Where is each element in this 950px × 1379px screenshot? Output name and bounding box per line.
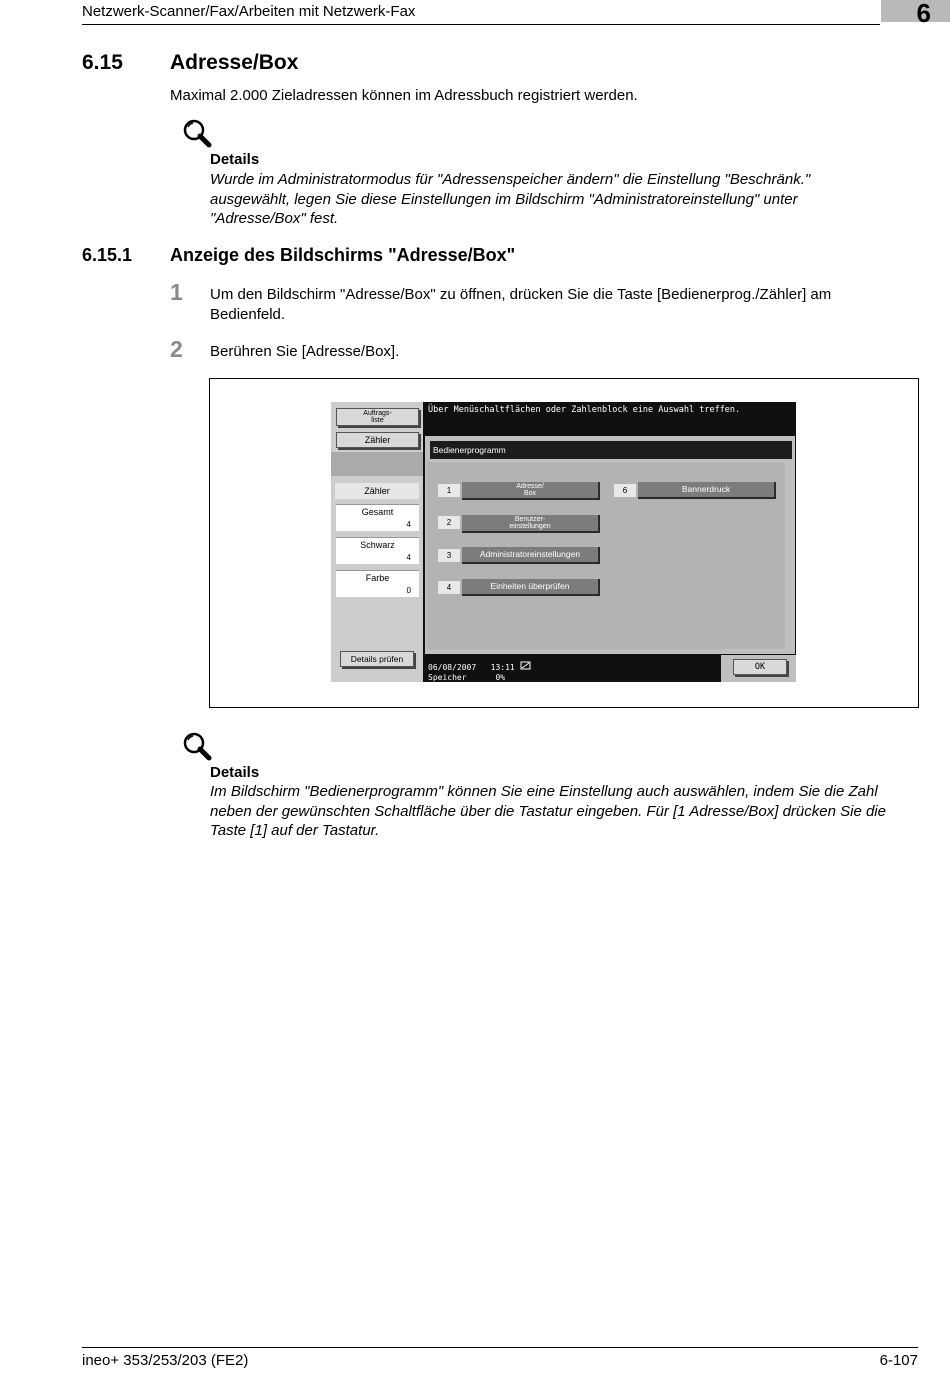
ok-button[interactable]: OK: [733, 659, 787, 675]
chapter-number: 6: [916, 0, 931, 28]
page-number: 6-107: [879, 1352, 918, 1369]
counter-button[interactable]: Zähler: [336, 432, 419, 448]
status-date: 06/08/2007: [428, 663, 477, 672]
details-heading: Details: [210, 151, 260, 168]
details-text: [210, 170, 810, 229]
screen-message: Über Menüschaltflächen oder Zahlenblock eine Auswahl treffen.: [428, 405, 741, 415]
counter-color: [336, 570, 419, 597]
details-line: ausgewählt, legen Sie diese Einstellungen im Bildschirm "Administratoreinstellung" unter: [210, 190, 798, 208]
magnifier-icon: [182, 118, 212, 148]
job-list-button[interactable]: [336, 408, 419, 426]
counter-heading: Zähler: [335, 483, 419, 499]
step-line: Um den Bildschirm "Adresse/Box" zu öffnen, drücken Sie die Taste [Bedienerprog./Zähler] am: [210, 286, 832, 303]
details-line: Taste [1] auf der Tastatur.: [210, 822, 380, 839]
menu-label: Box: [523, 490, 537, 497]
details-check-button[interactable]: Details prüfen: [340, 651, 414, 667]
network-status-icon: [520, 661, 532, 671]
menu-number: 6: [614, 484, 636, 497]
check-units-button[interactable]: Einheiten überprüfen: [462, 579, 600, 596]
operator-program-panel: [425, 436, 795, 654]
menu-number: 1: [438, 484, 460, 497]
address-box-button[interactable]: [462, 482, 600, 500]
details-line: Wurde im Administratormodus für "Adressenspeicher ändern" die Einstellung "Beschränk.": [210, 171, 811, 188]
memory-value: 0%: [495, 673, 506, 682]
left-pane-divider: [331, 452, 423, 476]
counter-total: [336, 504, 419, 531]
magnifier-icon: [182, 731, 212, 761]
status-bar: [428, 663, 515, 683]
menu-number: 2: [438, 516, 460, 529]
step-text: Berühren Sie [Adresse/Box].: [210, 343, 400, 360]
menu-label: Benutzer-: [514, 516, 546, 523]
section-title: Adresse/Box: [170, 51, 299, 74]
details-line: neben der gewünschten Schaltfläche über die Tastatur eingeben. Für [1 Adresse/Box] drücken Sie die: [210, 802, 886, 820]
counter-label: Schwarz: [360, 540, 395, 550]
menu-number: 3: [438, 549, 460, 562]
memory-label: Speicher: [428, 673, 467, 682]
subsection-title: Anzeige des Bildschirms "Adresse/Box": [170, 245, 516, 265]
section-number: 6.15: [82, 51, 123, 74]
step-number: 2: [170, 336, 183, 362]
menu-label: Adresse/: [516, 483, 544, 490]
details-text: [210, 782, 886, 841]
screen-left-pane: [331, 402, 423, 682]
banner-print-button[interactable]: Bannerdruck: [638, 482, 776, 499]
admin-settings-button[interactable]: Administratoreinstellungen: [462, 547, 600, 564]
running-header: Netzwerk-Scanner/Fax/Arbeiten mit Netzwerk-Fax: [82, 3, 416, 20]
status-time: 13:11: [490, 663, 515, 672]
counter-black: [336, 537, 419, 564]
counter-label: Farbe: [365, 573, 390, 583]
user-settings-button[interactable]: [462, 515, 600, 533]
counter-value: 4: [406, 553, 411, 562]
footer-model: ineo+ 353/253/203 (FE2): [82, 1352, 249, 1369]
details-line: Im Bildschirm "Bedienerprogramm" können Sie eine Einstellung auch auswählen, indem Sie die Zahl: [210, 783, 878, 800]
details-heading: Details: [210, 764, 260, 781]
counter-value: 0: [406, 586, 411, 595]
footer-rule: [82, 1347, 918, 1348]
menu-number: 4: [438, 581, 460, 594]
section-intro: Maximal 2.000 Zieladressen können im Adressbuch registriert werden.: [170, 87, 638, 104]
panel-title: Bedienerprogramm: [430, 441, 792, 459]
step-line: Bedienfeld.: [210, 305, 286, 323]
counter-label: Gesamt: [361, 507, 394, 517]
header-rule: [82, 24, 880, 25]
subsection-number: 6.15.1: [82, 245, 133, 265]
job-list-label: liste: [371, 417, 384, 424]
details-line: "Adresse/Box" fest.: [210, 210, 339, 227]
job-list-label: Auftrags-: [363, 410, 392, 417]
menu-label: einstellungen: [509, 523, 551, 530]
counter-value: 4: [406, 520, 411, 529]
step-text: [210, 285, 831, 324]
step-number: 1: [170, 279, 183, 305]
